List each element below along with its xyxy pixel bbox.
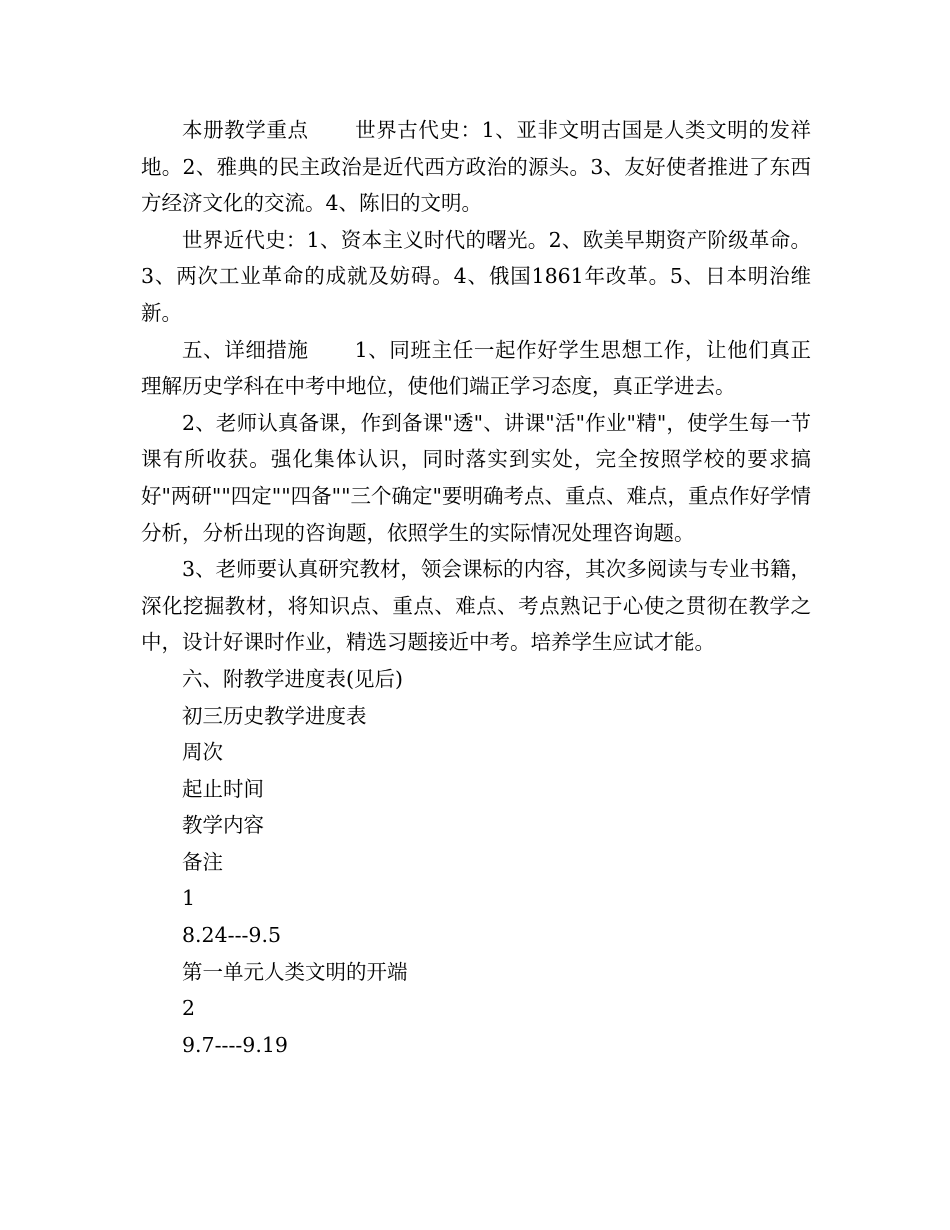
ancient-history-text: 世界古代史：1、亚非文明古国是人类文明的发祥地。2、雅典的民主政治是近代西方政治的源头。3、友好使者推进了东西方经济文化的交流。4、陈旧的文明。 [141,118,812,216]
measures-heading: 五、详细措施 [182,337,309,362]
paragraph-modern-history: 世界近代史：1、资本主义时代的曙光。2、欧美早期资产阶级革命。3、两次工业革命的成就及妨碍。4、俄国1861年改革。5、日本明治维新。 [141,227,811,325]
table-header-week: 周次 [182,740,223,765]
paragraph-teaching-focus [141,112,811,222]
attachment-note: 六、附教学进度表(见后) [182,666,403,691]
table-header-dates: 起止时间 [182,776,264,801]
table-row-2-week: 2 [182,996,196,1021]
schedule-title: 初三历史教学进度表 [182,703,367,728]
table-row-1-dates: 8.24---9.5 [182,923,282,948]
paragraph-measures [141,332,811,405]
table-header-content: 教学内容 [182,813,264,838]
measures-item-1: 1、同班主任一起作好学生思想工作，让他们真正理解历史学科在中考中地位，使他们端正学习态度，真正学进去。 [141,337,811,399]
paragraph-measures-2: 2、老师认真备课，作到备课"透"、讲课"活"作业"精"，使学生每一节课有所收获。强化集体认识，同时落实到实处，完全按照学校的要求搞好"两研""四定""四备""三个确定"要明确考点、重点、难点，重点作好学情分析，分析出现的咨询题，依照学生的实际情况处理咨询题。 [141,410,811,545]
paragraph-measures-3: 3、老师要认真研究教材，领会课标的内容，其次多阅读与专业书籍，深化挖掘教材，将知识点、重点、难点、考点熟记于心使之贯彻在教学之中，设计好课时作业，精选习题接近中考。培养学生应试才能。 [141,557,811,655]
table-header-notes: 备注 [182,849,223,874]
table-row-1-week: 1 [182,886,196,911]
table-row-2-dates: 9.7----9.19 [182,1032,288,1057]
table-row-1-content: 第一单元人类文明的开端 [182,959,408,984]
teaching-focus-heading: 本册教学重点 [182,118,309,142]
document-body [141,112,811,1063]
